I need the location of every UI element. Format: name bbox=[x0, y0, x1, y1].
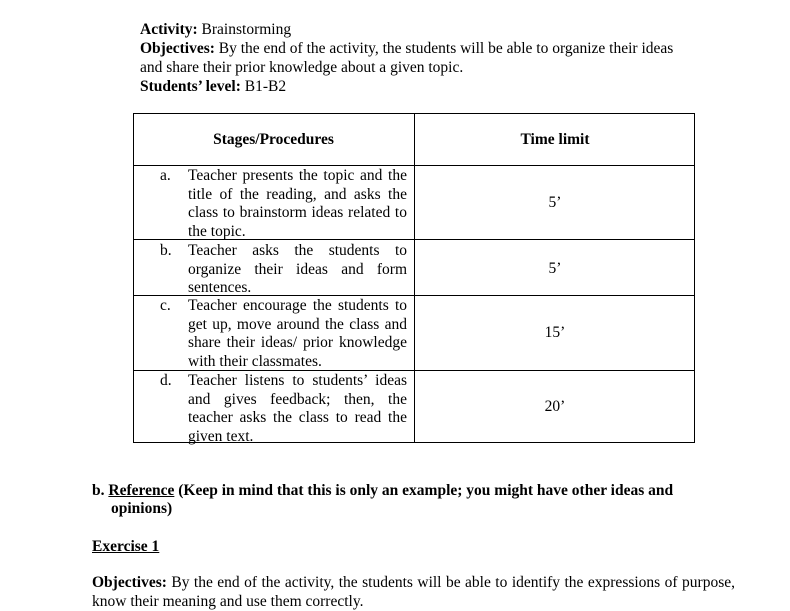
objectives-label: Objectives: bbox=[140, 40, 215, 57]
row-letter: b. bbox=[160, 242, 172, 259]
reference-prefix: b. bbox=[92, 482, 109, 499]
reference-heading bbox=[92, 482, 673, 500]
column-header-time: Time limit bbox=[520, 131, 590, 148]
level-label: Students’ level: bbox=[140, 78, 241, 95]
row-procedure: Teacher presents the topic and the title of the reading, and asks the class to brainstorm ideas related to the topic. bbox=[188, 167, 407, 240]
row-letter: a. bbox=[160, 167, 171, 184]
row-procedure: Teacher asks the students to organize their ideas and form sentences. bbox=[188, 242, 407, 296]
reference-title: Reference bbox=[108, 482, 175, 499]
level-line bbox=[140, 78, 286, 96]
row-time: 5’ bbox=[548, 260, 562, 277]
activity-value: Brainstorming bbox=[197, 21, 292, 38]
row-procedure: Teacher encourage the students to get up, move around the class and share their ideas/ prior knowledge with their classmates. bbox=[188, 297, 407, 370]
activity-line bbox=[140, 21, 291, 39]
table-column-divider bbox=[414, 113, 415, 443]
row-letter: d. bbox=[160, 372, 172, 389]
objectives-text-1: By the end of the activity, the students will be able to organize their ideas bbox=[214, 40, 674, 57]
objectives-line-2: and share their prior knowledge about a given topic. bbox=[140, 59, 464, 76]
reference-note: (Keep in mind that this is only an example; you might have other ideas and bbox=[174, 482, 674, 499]
row-letter: c. bbox=[160, 297, 171, 314]
exercise-objectives-text: By the end of the activity, the students will be able to identify the expressions of purpose, know their meaning and use them correctly. bbox=[92, 574, 735, 610]
reference-note-continued: opinions) bbox=[111, 500, 173, 517]
activity-label: Activity: bbox=[140, 21, 198, 38]
column-header-stages: Stages/Procedures bbox=[213, 131, 334, 148]
objectives-line-1 bbox=[140, 40, 673, 58]
row-time: 15’ bbox=[544, 324, 566, 341]
level-value: B1-B2 bbox=[240, 78, 287, 95]
row-time: 5’ bbox=[548, 194, 562, 211]
exercise-title: Exercise 1 bbox=[92, 538, 160, 555]
exercise-objectives-label: Objectives: bbox=[92, 574, 167, 591]
row-procedure: Teacher listens to students’ ideas and gives feedback; then, the teacher asks the class to read the given text. bbox=[188, 372, 407, 445]
table-header-divider bbox=[133, 165, 695, 166]
exercise-objectives bbox=[92, 573, 735, 611]
row-time: 20’ bbox=[544, 398, 566, 415]
